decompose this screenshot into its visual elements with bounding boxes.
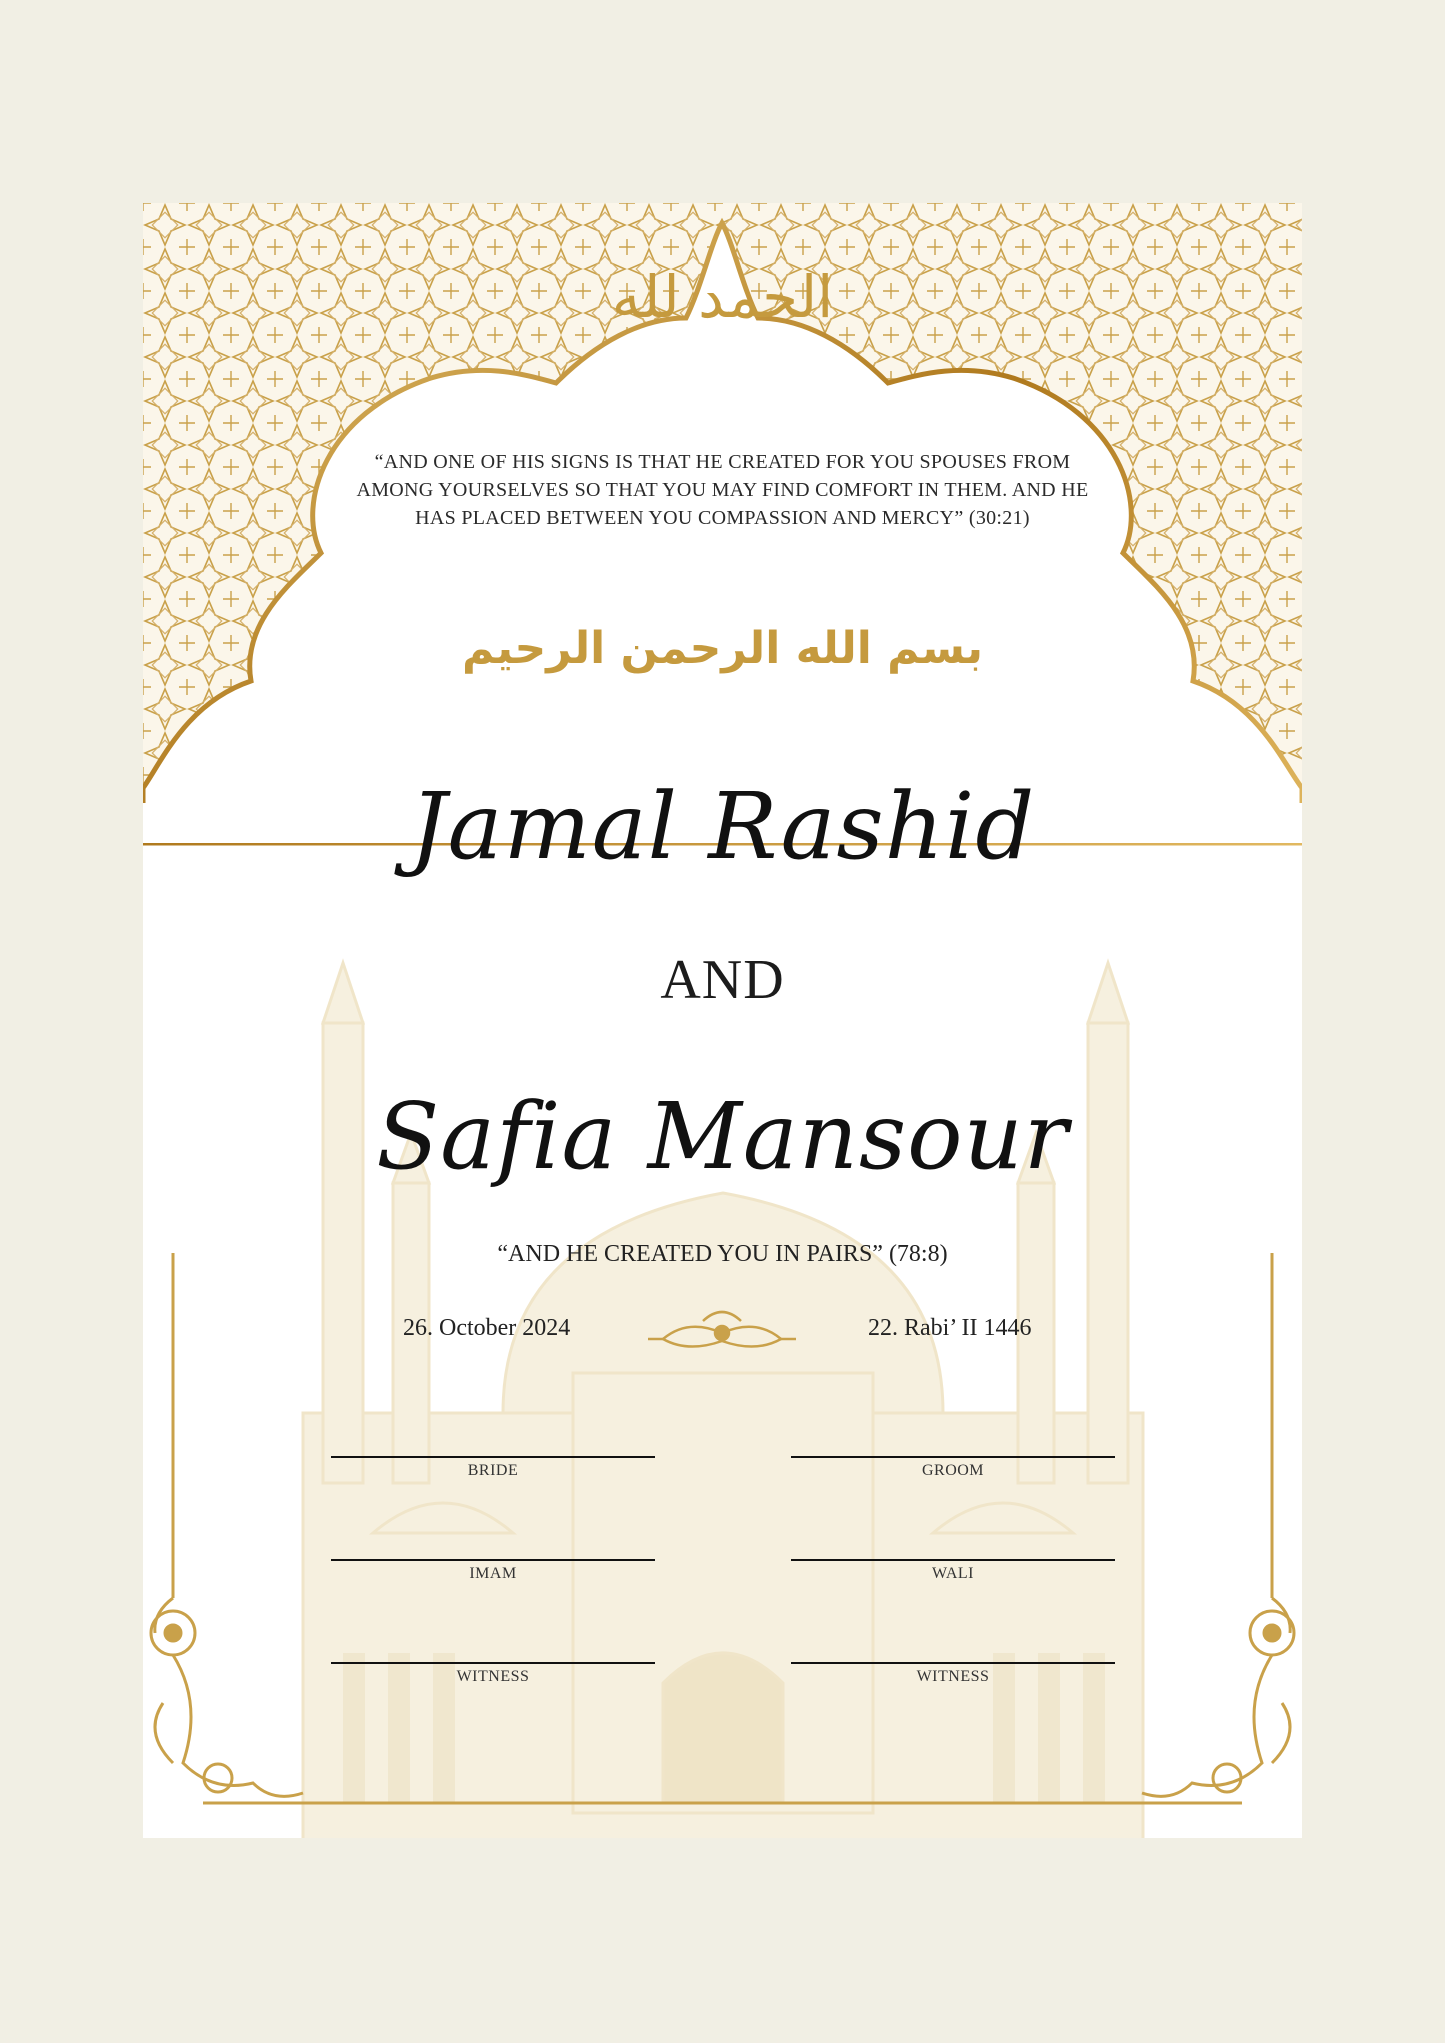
groom-name: Jamal Rashid [409,773,1036,880]
groom-signature-line[interactable] [791,1456,1115,1458]
witness-1-signature-line[interactable] [331,1662,655,1664]
conjunction: AND [660,949,785,1011]
certificate-page [143,203,1302,1838]
bride-signature-line[interactable] [331,1456,655,1458]
groom-label: GROOM [921,1462,985,1479]
wali-label: WALI [932,1565,974,1582]
corner-flourish-left [151,1598,303,1796]
wali-signature-line[interactable] [791,1559,1115,1561]
date-gregorian: 26. October 2024 [403,1315,571,1341]
pairs-verse: “AND HE CREATED YOU IN PAIRS” (78:8) [497,1241,948,1267]
witness-2-signature-line[interactable] [791,1662,1115,1664]
bride-label: BRIDE [467,1462,519,1479]
witness-2-label: WITNESS [916,1668,990,1685]
verse-quote: “AND ONE OF HIS SIGNS IS THAT HE CREATED FOR YOU SPOUSES FROM AMONG YOURSELVES SO THAT YOU MAY FIND COMFORT IN THEM. AND HE HAS PLACED BETWEEN YOU COMPASSION AND MERCY” (30:21) [356,451,1089,529]
top-calligraphy: الحمد لله [611,263,834,331]
imam-signature-line[interactable] [331,1559,655,1561]
basmala-calligraphy: بسم الله الرحمن الرحيم [462,623,983,674]
corner-flourish-right [1142,1598,1294,1796]
bride-name: Safia Mansour [376,1083,1069,1190]
date-hijri: 22. Rabi’ II 1446 [868,1315,1032,1341]
imam-label: IMAM [469,1565,517,1582]
witness-1-label: WITNESS [456,1668,530,1685]
